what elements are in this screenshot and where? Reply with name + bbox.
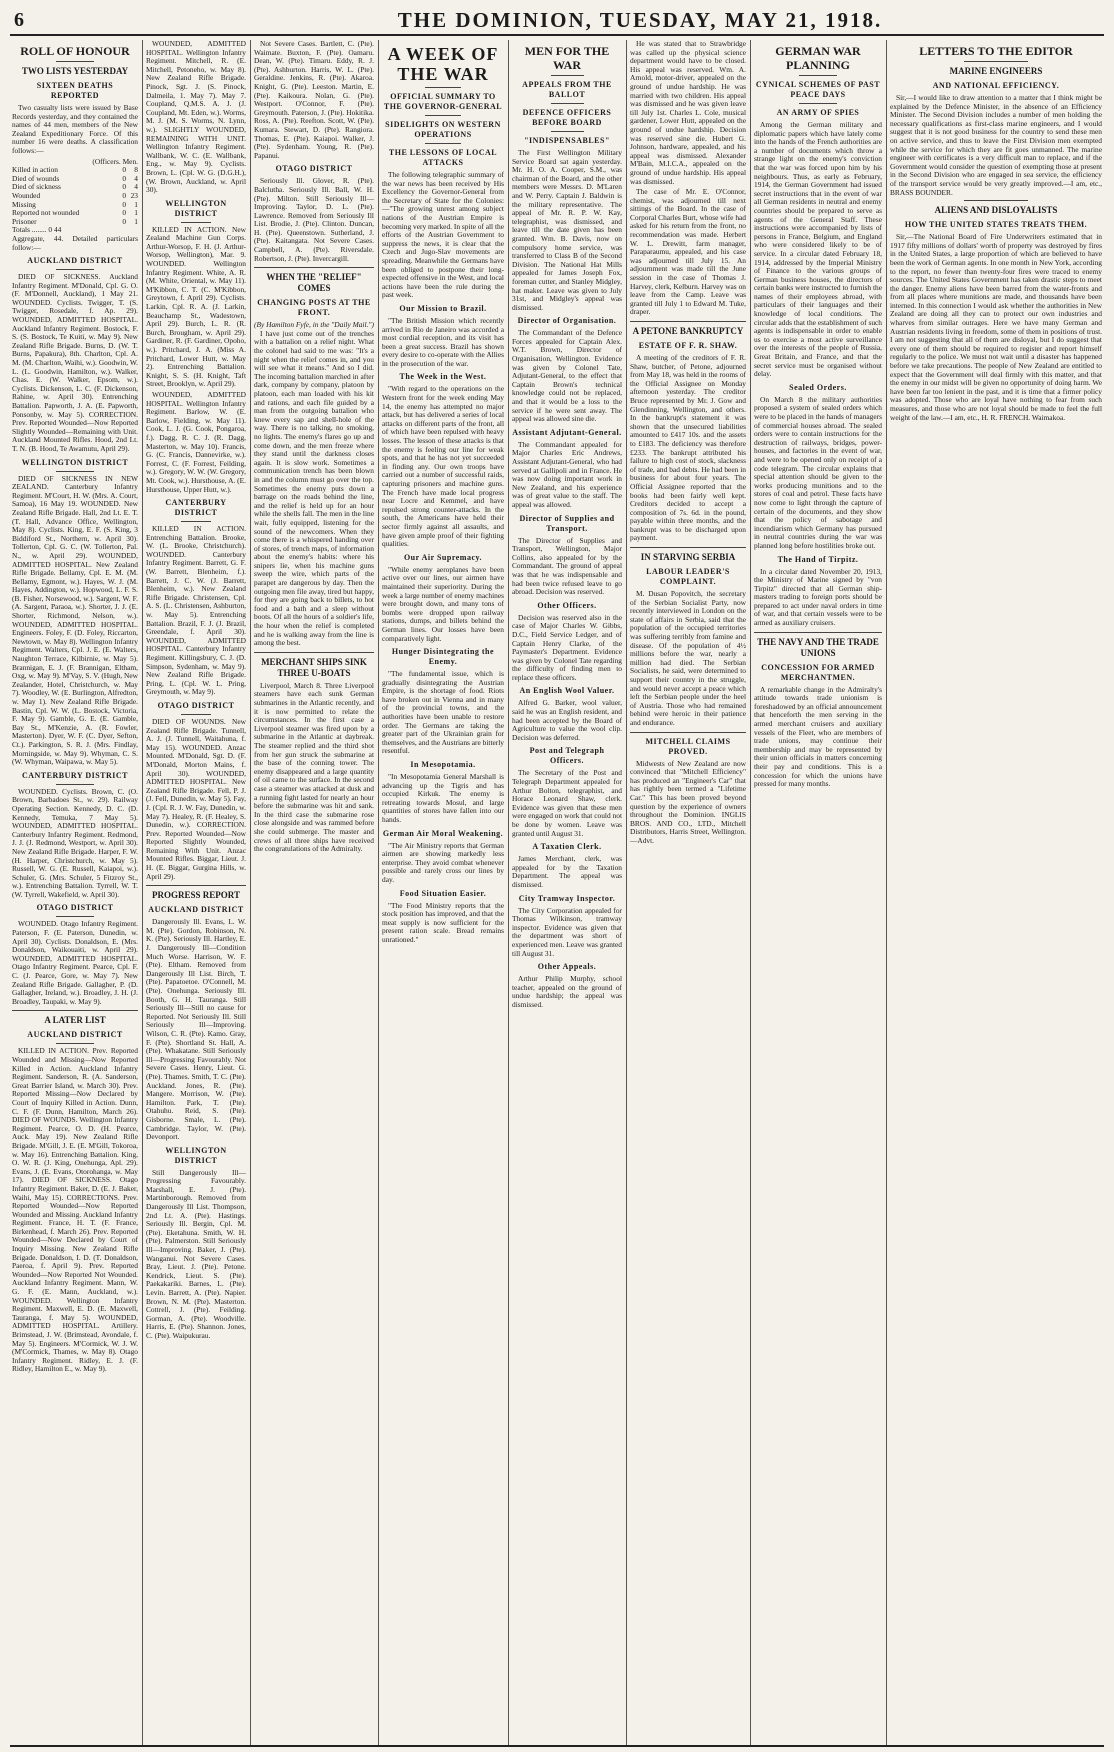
district-entries: KILLED IN ACTION. New Zealand Machine Gun Corps. Arthur-Worsop, F. H. (J. Arthur-Worsop, Wellington), Mar. 9. WOUNDED. Wellington Infantry Regiment. White, A. R. (M. White, Oriental, w. May 11). M'Kibbon, C. T. (C. M'Kibbon, Greytown, f. April 29). Cyclists. Larkin, Cpl. R. A. (J. Larkin, Beauchamp St., Wadestown, April 29). Burch, L. R. (R. Burch, Brougham, w. April 29). Gardiner, R. (F. Gardiner, Opoho, w.). Pritchard, J. A. (Miss A. Pritchard, Lower Hutt, w. May 2). Entrenching Battalion. Knight, S. S. (H. Knight, Taft Street, Brooklyn, w. April 29).: [146, 224, 246, 389]
column-separator: [626, 40, 627, 1745]
district-heading: OTAGO DISTRICT: [157, 700, 235, 710]
men-for-war-headline: MEN FOR THE WAR: [524, 44, 610, 72]
serbia-subhead: LABOUR LEADER'S COMPLAINT.: [646, 567, 730, 587]
article-paragraph: He was stated that to Strawbridge was called up the physical science department would have to be closed. His appeal was reserved. Wm. A. Arnold, motor-driver, appealed on the ground of undue hardship. He was married with two children. His appeal was dismissed and he was given leave till July 1st. Charles L. Cole, musical gardener, Lower Hutt, appealed on the ground of undue hardship. Decision was reserved sine die. Hubert G. Johnson, hardware, appealed, and his appeal was dismissed. Alexander M'Bain, M.I.C.A., appealed on the ground of undue hardship. His appeal was dismissed.: [630, 40, 746, 186]
divider: [56, 61, 94, 62]
petone-headline: A PETONE BANKRUPTCY: [632, 326, 744, 336]
district-entries: Dangerously Ill. Evans, L. W. M. (Pte). Gordon, Robinson, N. K. (Pte). Seriously Ill. Hartley, E. J. Dangerously Ill—Condition Much Worse. Harrison, W. F. (Pte). Eltham. Removed from Dangerously Ill List. Birch, T. (Pte). Papatoetoe. O'Connell, M. (Pte). Onehunga. Seriously Ill. Booth, G. H. Tauranga. Still Seriously Ill—Still no cause for Reported. Not Seriously Ill. Still Seriously Ill—Improving. Wilson, C. R. (Pte). Kamo. Gray, F. (Pte). Shortland St. Hall, A. (Pte). Whakatane. Still Seriously Ill—Progressing Favourably. Not Severe Cases. Henry, Lieut. G. (Pte). Thames. Smith, T. C. (Pte). Auckland. Jones, R. (Pte). Mangere. Morrison, W. (Pte). Hamilton. Park, T. (Pte). Otahuhu. Reid, S. (Pte). Gisborne. Smale, L. (Pte). Cambridge. Taylor, W. (Pte). Devonport.: [146, 917, 246, 1142]
article-paragraph: Among the German military and diplomatic papers which have lately come into the hands of the French authorities are a number of documents which throw a strange light on the enemy's conviction that the war was forced upon him by his neighbours. Thus, as early as February, 1914, the German Government had issued secret instructions that in the event of war all German residents in neutral and enemy countries should be prepared to serve as agents of the General Staff. These instructions were accompanied by lists of persons in France, Belgium, and England who were considered likely to be of service. In a circular dated February 18, 1914, addressed by the Imperial Ministry of Finance to the various groups of German business houses, the directors of certain banks were instructed to furnish the names of their employees abroad, with particulars of their languages and their knowledge of local conditions. The circular adds that the establishment of such agents is indispensable in order to enable us to exercise a most active surveillance over the interests of the people of Russia, Great Britain, and France, and that the secret service must be organised without delay.: [754, 120, 882, 379]
column-separator: [886, 40, 887, 1745]
district-entries: KILLED IN ACTION. Prev. Reported Wounded and Missing—Now Reported Killed in Action. Auckland Infantry Regiment. Sanderson, R. (A. Sanderson, Great Barrier Island, w. March 30). Prev. Reported Missing—Now Declared by Court of Inquiry Killed in Action. Dunn, C. F. (F. Dunn, Hamilton, March 26). DIED OF WOUNDS. Wellington Infantry Regiment. Pearce, O. D. (H. Pearce, Auck. May 19). New Zealand Rifle Brigade. M'Gill, J. E. (E. M'Gill, Tokoroa, w. May 16). Entrenching Battalion. King, O. W. R. (J. King, Onehunga, Apl. 29). Evans, J. (E. Evans, Otorohanga, w. May 17). DIED OF SICKNESS. Otago Infantry Regiment. Baker, D. (E. J. Baker, Waihi, May 15). CORRECTIONS. Prev. Reported Wounded—Now Reported Wounded and Missing. Auckland Infantry Regiment. France, H. T. (F. France, Birkenhead, f. March 26). Prev. Reported Wounded—Now Declared by Court of Inquiry Missing. New Zealand Rifle Brigade. Donaldson, I. D. (T. Donaldson, Paeroa, f. April 9). Prev. Reported Wounded—Now Reported Not Wounded. Auckland Infantry Regiment. Mann, W. G. F. (E. Mann, Auckland, w.). WOUNDED. Wellington Infantry Regiment. Maxwell, E. D. (E. Maxwell, Tauranga, f. May 5). WOUNDED, ADMITTED HOSPITAL. Artillery. Brimstead, J. W. (Brimstead, Avondale, f. May 5). Engineers. M'Cormick, W. J. W. (M'Cormick, Thames, w. May 8). Otago Infantry Regiment. Ridley, E. J. (F. Ridley, Hamilton E., w. May 9).: [12, 1046, 138, 1374]
bottom-rule: [10, 1745, 1104, 1747]
section-heading: A Taxation Clerk.: [532, 842, 602, 852]
section-heading: The Hand of Tirpitz.: [777, 554, 859, 564]
article-paragraph: The Director of Supplies and Transport, Wellington, Major Collins, also appealed for by the Commandant. The ground of appeal was that he was indispensable and had been twice refused leave to go abroad. Decision was reserved.: [512, 535, 622, 597]
section-heading: Director of Supplies and Transport.: [519, 513, 615, 533]
section-heading: An English Wool Valuer.: [519, 686, 615, 696]
section-heading: Food Situation Easier.: [399, 888, 487, 898]
section-heading: Other Officers.: [537, 600, 597, 610]
section-heading: In Mesopotamia.: [410, 760, 476, 770]
roll-of-honour-title: ROLL OF HONOUR: [20, 44, 130, 58]
column-week-of-war: [382, 40, 504, 1740]
column-separator: [142, 40, 143, 1745]
roll-intro: Two casualty lists were issued by Base Records yesterday, and they contained the names of 44 men, members of the New Zealand Expeditionary Force. Of this number 16 were deaths. A classification follows:—: [12, 103, 138, 155]
district-entries: DIED OF WOUNDS. New Zealand Rifle Brigade. Tunnell, A. J. (J. Tunnell, Waitahuna, f. May 15). WOUNDED. Anzac Mounted. M'Donald, Sgt. D. (F. M'Donald, Morton Mains, f. April 30). WOUNDED, ADMITTED HOSPITAL. New Zealand Rifle Brigade. Fell, P. J. (J. Fell, Dunedin, w. May 5). Fay, J. (Cpl. R. J. W. Fay, Dunedin, w. May 7). Healey, R. (F. Healey, S. Dunedin, w.). CORRECTION. Prev. Reported Wounded—Now Reported Slightly Wounded, Remaining With Unit. Anzac Mounted Rifles. Biggar, Lieut. J. H. (E. Biggar, Gurgina Hills, w. April 29).: [146, 716, 246, 881]
district-entries: DIED OF SICKNESS. Auckland Infantry Regiment. M'Donald, Cpl. G. O. (F. M'Donnell, Auckland), 1 May 21. WOUNDED. Cyclists. Twigger, T. (S. Twigger, Rosedale, f. Ap. 29). WOUNDED, ADMITTED HOSPITAL. Auckland Infantry Regiment. Bostock, F. S. (S. Bostock, Te Kuiti, w. May 9). New Zealand Rifle Brigade. Burns, D. (W. T. Burns, Papakura), 8th. Charlton, Cpl. A. M. (M. Charlton, Waihi, w.). Goodwin, W. L. (L. Goodwin, Hamilton, w.). Walker, Chas. E. (W. Walker, Epsom, w.). Cyclists. Dickenson, L. C. (F. Dickenson, Rahine, w. April 30). Entrenching Battalion. Papworth, J. A. (E. Papworth, Ponsonby, w. May 5). CORRECTION. Prev. Reported Wounded—Now Reported Slightly Wounded—Remaining with Unit. Auckland Mounted Rifles. Hood, 2nd Lt. T. N. (B. Hood, Te Awamutu, April 29).: [12, 272, 138, 453]
german-subhead: AN ARMY OF SPIES: [776, 108, 860, 117]
article-paragraph: Decision was reserved also in the case of Major Charles W. Gibbs, D.C., Field Service Ledger, and of Captain Henry Clarke, of the Paymaster's Department. Evidence was given by Colonel Tate regarding the difficulty of finding men to replace these officers.: [512, 612, 622, 682]
men-subhead: DEFENCE OFFICERS BEFORE BOARD: [522, 108, 612, 127]
article-paragraph: "The Food Ministry reports that the stock position has improved, and that the meat supply is now sufficient for the present ration scale. Bread remains unrationed.": [382, 900, 504, 944]
article-paragraph: "With regard to the operations on the Western front for the week ending May 14, the enemy has attempted no major attack, but has delivered a series of local attacks on different parts of the front, all of which have been repulsed with heavy losses. The lesson of these attacks is that the enemy is feeling our line for weak spots, and that he has not yet succeeded in finding any. Our own troops have carried out a number of successful raids, capturing prisoners and machine guns. The French have made local progress near Locre and Kemmel, and have repulsed strong counter-attacks. In the south, the Americans have held their sector firmly against all assaults, and have given ample proof of their fighting qualities.: [382, 384, 504, 549]
article-paragraph: The following telegraphic summary of the war news has been received by His Excellency the Governor-General from the Secretary of State for the Colonies:—"The growing unrest among subject nations of the Austrian Empire is becoming very marked. In spite of all the efforts of the Austrian Government to suppress the news, it is clear that the Czech and Jugo-Slav movements are spreading. Meanwhile the Germans have been obliged to postpone their long-expected offensive in the West, and local actions have been the rule during the past week.: [382, 170, 504, 300]
section-heading: The Week in the West.: [399, 372, 487, 382]
column-separator: [508, 40, 509, 1745]
column-men-for-war: [512, 40, 622, 1740]
week-of-war-headline: A WEEK OF THE WAR: [387, 44, 499, 84]
column-separator: [750, 40, 751, 1745]
article-paragraph: The Commandant appealed for Major Charles Eric Andrews, Assistant Adjutant-General, who had served at Gallipoli and in France. He was now doing important work in New Zealand, and his experience was of great value to the staff. The appeal was allowed.: [512, 439, 622, 509]
navy-unions-headline: THE NAVY AND THE TRADE UNIONS: [757, 636, 879, 658]
district-heading: AUCKLAND DISTRICT: [148, 905, 244, 915]
district-heading: OTAGO DISTRICT: [36, 903, 114, 913]
district-entries: WOUNDED. Cyclists. Brown, C. (O. Brown, Barbadoes St., w. 29). Railway Operating Section. Kennedy, D. C. (D. Kennedy, Temuka, 7 May 5). WOUNDED, ADMITTED HOSPITAL. Canterbury Infantry Regiment. Redmond, J. J. (J. Redmond, Westport, w. April 30). New Zealand Rifle Brigade. Harper, F. W. (H. Harper, Christchurch, w. May 5). Russell, W. G. (E. Russell, Kaiapoi, w.). Schuler, G. (Mrs. Schuler, 5 Fitzroy St., w.). Entrenching Battalion. Tyrrell, W. T. (W. Tyrrell, Wakefield, w. April 30).: [12, 786, 138, 899]
men-subhead: "INDISPENSABLES": [524, 136, 610, 145]
district-heading: WELLINGTON DISTRICT: [165, 198, 227, 218]
article-paragraph: "In Mesopotamia General Marshall is advancing up the Tigris and has occupied Kirkuk. The enemy is retreating towards Mosul, and large quantities of stores have fallen into our hands.: [382, 772, 504, 824]
district-heading: OTAGO DISTRICT: [275, 164, 353, 174]
week-subhead: SIDELIGHTS ON WESTERN OPERATIONS: [385, 120, 501, 139]
district-entries: KILLED IN ACTION. Entrenching Battalion. Brooke, W. (L. Brooke, Christchurch). WOUNDED. Canterbury Infantry Regiment. Barrett, G. F. (W. Barrett, Blenheim, f.). Barrett, J. C. W. (J. Barrett, Blenheim, w.). New Zealand Rifle Brigade. Christensen, Cpl. A. S. (L. Christensen, Ashburton, w. May 5). Entrenching Battalion. Brazil, F. J. (J. Brazil, Greendale, f. April 30). WOUNDED, ADMITTED HOSPITAL. Canterbury Infantry Regiment. Killingsbury, C. J. (D. Simpson, Sydenham, w. May 9). New Zealand Rifle Brigade. Pring, L. (Cpl. W. L. Pring, Greymouth, w. May 9).: [146, 524, 246, 697]
letter-body: Sir,—I would like to draw attention to a matter that I think might be explained by the Defence Minister, in the absence of an Efficiency Minister. The Second Division includes a number of men holding the necessary qualifications as first-class marine engineers, and I would suggest that it is not good business for the country to send these men on active service, and thus to leave the First Division men exempted while the service for which they are fit goes unmanned. The marine engineer with certificates is a very difficult man to replace, and if the Government would consider the question of exempting those at present in the Second Division who are engaged in sea service, the efficiency of the transport service would be very greatly improved.—I am, etc., BRASS BOUNDER.: [890, 93, 1102, 197]
district-heading: CANTERBURY DISTRICT: [21, 770, 129, 780]
column-appeals-continued: [630, 40, 746, 1740]
mitchell-advert-heading: MITCHELL CLAIMS PROVED.: [645, 736, 731, 756]
column-separator: [250, 40, 251, 1745]
column-roll-of-honour: [12, 40, 138, 1740]
progress-entries: Seriously Ill. Glover, R. (Pte). Balclutha. Seriously Ill. Ball, W. H. (Pte). Milton. Still Seriously Ill—Improving. Taylor, D. L. (Pte). Lawrence. Removed from Seriously Ill List. Brodie, J. (Pte). Clinton. Duncan, H. (Pte). Queenstown. Sutherland, J. (Pte). Kaitangata. Not Severe Cases. Campbell, A. (Pte). Riversdale. Robertson, J. (Pte). Invercargill.: [254, 176, 374, 263]
later-list-heading: A LATER LIST: [44, 1015, 106, 1026]
casualty-entries: WOUNDED, ADMITTED HOSPITAL. Wellington Infantry Regiment. Mitchell, R. (E. Mitchell, Petoneho, w. May 8). New Zealand Rifle Brigade. Pinock, Sgt. J. (S. Pinock, Dalmeila, 1. May 7). May 7. Coupland, Q.M.S. A. J. (J. Coupland, Mt. Eden, w.). Worms, M. J. (M. S. Worms, N. Lynn, w.). SLIGHTLY WOUNDED, REMAINING WITH UNIT. Wellington Infantry Regiment. Wallbank, W. C. (E. Wallbank, Eng., w. May 9). Cyclists. Brown, L. (Cpl. W. G. (D.G.H.), (W. Brown, Auckland, w. April 30).: [146, 40, 246, 195]
section-heading: Our Mission to Brazil.: [399, 303, 487, 313]
table-row: Reported not wounded 0 1: [12, 208, 138, 218]
casualty-table: [12, 166, 138, 226]
casualty-totals: Totals ........ 0 44: [12, 225, 62, 235]
aliens-headline: ALIENS AND DISLOYALISTS: [934, 205, 1058, 216]
letters-subhead: AND NATIONAL EFFICIENCY.: [932, 81, 1060, 90]
page-number: 6: [14, 9, 24, 31]
table-row: Prisoner 0 1: [12, 216, 138, 226]
navy-subhead: CONCESSION FOR ARMED MERCHANTMEN.: [761, 662, 875, 682]
district-entries: DIED OF SICKNESS IN NEW ZEALAND. Canterbury Infantry Regiment. M'Court, H. W. (Mrs. A. Court, Samoa), 16 May 19. WOUNDED. New Zealand Rifle Brigade. Hall, 2nd Lt. E. T. (T. Hall, Advance Office, Wellington, May 8). Cyclists. King, E. F. (S. King, 3 Biddiford St., Northern, w. April 30). Tollerton, Cpl. G. C. (W. Tollerton, Pal. N., w. April 29). WOUNDED, ADMITTED HOSPITAL. New Zealand Rifle Brigade. Bellamy, Cpl. E. M. (M. Bellamy, Egmont, w.). Hayes, W. J. (M. Hayes, Addington, w.). Hopwood, L. F. S. (B. Fisher, Norsewood, w.). Sargent, W. F. (A. Sargent, Paraoa, w.). Shorter, J. J. (E. Shorter, Richmond, Nelson, w.). WOUNDED, ADMITTED HOSPITAL. Engineers. Foley, F. (D. Foley, Riccarton, Newtown, w. May 8). Wellington Infantry Regiment. Walters, Cpl. J. E. (E. Walters, Naughton Terrace, Kilbirnie, w. May 5). Brannigan, E. J. (F. Brannigan, Eltham, Oxg, w. May 9). M'Vay, S. V. (Hugh, New Zealander, Hotel, Christchurch, w. May 7). Woodley, W. (E. Burlington, Alfredton, w. May 1). New Zealand Rifle Brigade. Bastin, Cpl. W. W. (L. Bostock, Victoria, F. May 9). Gamble, G. E. (E. Gamble, Bay St., M'Kenzie, A. (R. Fowler, Masterton). Dyer, W. F. (C. Dyer, Sefton, Ct.). Parkington, S. R. J. (Mrs. Findlay, Morningside, w. May 9). Whyman, C. S. (W. Whyman, Waipawa, w. May 5).: [12, 473, 138, 767]
article-paragraph: The Secretary of the Post and Telegraph Department appealed for Arthur Bolton, telegraphist, and Horace Leonard Shaw, clerk. Evidence was given that these men were engaged on work that could not be done by women. Leave was granted until August 31.: [512, 768, 622, 838]
column-relief-story: [254, 40, 374, 1740]
aggregate-line: Aggregate, 44. Detailed particulars follow:—: [12, 233, 138, 252]
german-subhead: CYNICAL SCHEMES OF PAST PEACE DAYS: [755, 80, 881, 99]
article-paragraph: Arthur Philip Murphy, school teacher, appealed on the ground of undue hardship; the appeal was dismissed.: [512, 974, 622, 1009]
letters-headline: LETTERS TO THE EDITOR: [919, 44, 1073, 58]
week-subhead: OFFICIAL SUMMARY TO THE GOVERNOR-GENERAL: [383, 92, 503, 111]
district-heading: AUCKLAND DISTRICT: [27, 256, 123, 266]
letters-subhead: MARINE ENGINEERS: [949, 66, 1043, 76]
masthead-rule: [10, 34, 1104, 36]
merchant-headline: MERCHANT SHIPS SINK THREE U-BOATS: [261, 656, 367, 678]
article-paragraph: "The British Mission which recently arrived in Rio de Janeiro was accorded a most cordial reception, and its visit has been a great success. Brazil has shown every desire to co-operate with the Allies in the prosecution of the war.: [382, 315, 504, 368]
section-heading: City Tramway Inspector.: [518, 893, 616, 903]
table-row: Missing 0 1: [12, 199, 138, 209]
week-subhead: THE LESSONS OF LOCAL ATTACKS: [388, 148, 498, 167]
relief-byline: (By Hamilton Fyfe, in the "Daily Mail."): [254, 320, 374, 330]
merchant-body: Liverpool, March 8. Three Liverpool steamers have each sunk German submarines in the Atlantic recently, and it is now permitted to relate the circumstances. In the first case a Liverpool steamer was fired upon by a submarine in the Atlantic at daybreak. The steamer replied and the third shot from her gun struck the submarine at the base of the conning tower. The enemy disappeared and a large quantity of oil came to the surface. In the second case a steamer was attacked at dusk and a running fight lasted for nearly an hour before the submarine was hit and sank. In the third case the submarine rose close alongside and was rammed before she could submerge. The master and crews of all three ships have received the congratulations of the Admiralty.: [254, 680, 374, 854]
article-paragraph: In a circular dated November 20, 1913, the Ministry of Marine signed by "von Tirpitz" directed that all German ship-masters trading to foreign ports should be prepared to act under naval orders in time of war, and that certain vessels were to be armed as auxiliary cruisers.: [754, 566, 882, 628]
mitchell-advert-body: Midwests of New Zealand are now convinced that "Mitchell Efficiency" has produced an "Engineer's Car" that has rightly been termed a "Lifetime Car." This has been proved beyond question by the experience of owners throughout the Dominion. INGLIS BROS. AND CO., LTD., Mitchell Distributors, Harris Street, Wellington.—Advt.: [630, 758, 746, 845]
article-paragraph: The First Wellington Military Service Board sat again yesterday. Mr. H. O. A. Cooper, S.M., was chairman of the Board, and the other members were Messrs. D. M'Laren and W. Perry. Captain J. Baldwin is the military representative. The appeal of Mr. R. P. W. Kay, telegraphist, was dismissed, and leave till the date given has been granted. Wm. B. Davis, now on compulsory home service, was transferred to Class B of the Second Division. The National Hat Mills appealed for James Joseph Fox, foreman cutter, and Stanley Midgley, hat maker. Leave was given to July 31st, and Midgley's appeal was dismissed.: [512, 148, 622, 312]
men-subhead: APPEALS FROM THE BALLOT: [522, 80, 612, 99]
letter-body: Sir,—The National Board of Fire Underwriters estimated that in 1917 fifty millions of dollars' worth of property was destroyed by fires in the United States, a large proportion of which are believed to have been the work of German agents. In one month in New York, according to the report, no fewer than twenty-four fires were traced to enemy sources. The United States Government has taken drastic steps to meet the danger. Enemy aliens have been barred from the water-fronts and from all places where munitions are made, and thousands have been interned. In this connection I would ask whether the authorities in New Zealand are doing all they can to protect our own industries and wharves from similar outrages. Here we have many German and Austrian residents living in freedom, some of them in positions of trust. I am not suggesting that all of them are disloyal, but I do suggest that every one of them should be required to register and report himself regularly to the police. We must not wait until a disaster has happened before we take precautions. The people of New Zealand are entitled to expect that the Government will deal firmly with this matter, and that the enemy in our midst will be given no opportunity of doing harm. We have been far too lenient in the past, and it is time that a firmer policy was adopted. Those who are loyal have nothing to fear from such measures, and those who are not loyal should be made to feel the full weight of the law.—I am, etc., H. R. FRENCH. Waimakoa.: [890, 232, 1102, 422]
district-entries: WOUNDED. Otago Infantry Regiment. Paterson, F. (E. Paterson, Dunedin, w. April 30). Cyclists. Donaldson, E. (Mrs. Donaldson, Waikouaiti, w. April 29). WOUNDED, ADMITTED HOSPITAL. Otago Infantry Regiment. Pearce, Cpl. F. C. (J. Pearce, Gore, w. May 7). New Zealand Rifle Brigade. Gallagher, P. (D. Gallagher, Ireland, w.). Broadley, J. H. (J. Broadley, Taupaki, w. May 9).: [12, 919, 138, 1006]
section-heading: Our Air Supremacy.: [403, 552, 483, 562]
german-war-headline: GERMAN WAR PLANNING: [775, 44, 861, 72]
column-separator: [378, 40, 379, 1745]
aliens-subhead: HOW THE UNITED STATES TREATS THEM.: [904, 220, 1088, 230]
serbia-body: M. Dusan Popovitch, the secretary of the Serbian Socialist Party, now recently interviewed in London on the state of affairs in Serbia, said that the population of the occupied territories was suffering terribly from famine and disease. Of the population of 4½ millions before the war, nearly a million had died. The Serbian Socialists, he said, were determined to support their country in the struggle, and would never accept a peace which left the Serbian people under the heel of Austria. Those who had remained behind were heroic in their patience and endurance.: [630, 589, 746, 727]
district-heading: WELLINGTON DISTRICT: [165, 1145, 227, 1165]
casualty-table-head: (Officers. Men.: [92, 156, 138, 166]
section-heading: Director of Organisation.: [517, 316, 617, 326]
article-paragraph: The City Corporation appealed for Thomas Wilkinson, tramway inspector. Evidence was given that the department was short of experienced men. Leave was granted till August 31.: [512, 905, 622, 958]
relief-subhead: CHANGING POSTS AT THE FRONT.: [257, 298, 371, 318]
section-heading: Other Appeals.: [537, 962, 597, 972]
progress-entries: Not Severe Cases. Bartlett, C. (Pte). Waimate. Buxton, F. (Pte). Oamaru. Dean, W. (Pte). Timaru. Eddy, R. J. (Pte). Ashburton. Harris, W. L. (Pte). Geraldine. Jenkins, R. (Pte). Akaroa. Knight, G. (Pte). Leeston. Martin, E. (Pte). Kaikoura. Nolan, G. (Pte). Westport. O'Connor, F. (Pte). Greymouth. Paterson, J. (Pte). Hokitika. Ross, A. (Pte). Reefton. Scott, W. (Pte). Kumara. Stewart, D. (Pte). Rangiora. Thomas, E. (Pte). Kaiapoi. Walker, J. (Pte). Sydenham. Young, R. (Pte). Papanui.: [254, 40, 374, 160]
petone-subhead: ESTATE OF F. R. SHAW.: [638, 341, 738, 350]
two-lists-subhead: TWO LISTS YESTERDAY: [21, 66, 129, 76]
article-paragraph: "The Air Ministry reports that German airmen are showing markedly less enterprise. They avoid combat whenever possible and rarely cross our lines by day.: [382, 840, 504, 884]
table-row: Died of sickness 0 4: [12, 182, 138, 192]
article-paragraph: Alfred G. Barker, wool valuer, said he was an English resident, and had been accepted by the Board of Agriculture to value the wool clip. Decision was deferred.: [512, 698, 622, 742]
relief-headline: WHEN THE "RELIEF" COMES: [266, 272, 362, 294]
article-paragraph: The Commandant of the Defence Forces appealed for Captain Alex. W.T. Brown, Director of Organisation, Wellington. Evidence was given by Colonel Tate, Adjutant-General, to the effect that Captain Brown's technical knowledge could not be replaced, and that it would be a loss to the service if he were sent away. The appeal was allowed sine die.: [512, 328, 622, 424]
district-heading: AUCKLAND DISTRICT: [27, 1030, 123, 1040]
column-letters: [890, 40, 1102, 1740]
district-entries: WOUNDED, ADMITTED HOSPITAL. Wellington Infantry Regiment. Barlow, W. (E. Barlow, Fielding, w. May 11). Cook, L. J. (G. Cook, Pongaroa, f.). Dagg, R. C. J. (R. Dagg, Masterton, w. May 10). Francis, G. (C. Francis, Dannevirke, w.). Forrest, C. (F. Forrest, Feilding, w.). Gregory, W. W. (W. Gregory, Mt. Cook, w.). Hursthouse, A. (E. Hursthouse, Upper Hutt, w.).: [146, 389, 246, 494]
masthead: THE DOMINION, TUESDAY, MAY 21, 1918.: [397, 8, 883, 32]
serbia-headline: IN STARVING SERBIA: [640, 552, 736, 563]
district-heading: WELLINGTON DISTRICT: [21, 457, 129, 467]
section-heading: German Air Moral Weakening.: [382, 828, 504, 838]
table-row: Died of wounds 0 4: [12, 173, 138, 183]
district-entries: Still Dangerously Ill—Progressing Favourably. Marshall, E. J. (Pte). Martinborough. Removed from Dangerously Ill List. Thompson, 2nd Lt. A. (Pte). Hastings. Seriously Ill. Bergin, Cpl. M. (Pte). Eketahuna. Smith, W. H. (Pte). Palmerston. Still Seriously Ill—Improving. Baker, J. (Pte). Wanganui. Not Severe Cases. Bray, Lieut. J. (Pte). Petone. Kendrick, Lieut. S. (Pte). Paekakariki. Barnes, L. (Pte). Levin. Barrett, A. (Pte). Napier. Brown, N. M. (Pte). Masterton. Cottrell, J. (Pte). Feilding. Gorman, A. (Pte). Woodville. Harris, E. (Pte). Shannon. Jones, C. (Pte). Waipukurau.: [146, 1167, 246, 1340]
district-heading: CANTERBURY DISTRICT: [165, 498, 227, 518]
table-row: Wounded 0 23: [12, 190, 138, 200]
section-heading: Sealed Orders.: [789, 382, 847, 392]
section-heading: Assistant Adjutant-General.: [512, 427, 622, 437]
article-paragraph: James Merchant, clerk, was appealed for by the Taxation Department. The appeal was dismissed.: [512, 854, 622, 889]
article-paragraph: "While enemy aeroplanes have been active over our lines, our airmen have maintained their superiority. During the week a large number of enemy machines were brought down, and many tons of bombs were dropped upon railway stations, dumps, and billets behind the German lines. Our losses have been comparatively light.: [382, 564, 504, 643]
article-paragraph: On March 8 the military authorities proposed a system of sealed orders which were to be placed in the hands of managers of commercial houses abroad. The sealed orders were to contain instructions for the destruction of railways, bridges, power-houses, and factories in the event of war, and were to be opened only on receipt of a code telegram. The circular explains that special attention should be given to the works producing munitions and to the stores of coal and petrol. These facts have now come to light through the capture of certain of the documents, and they show that the policy of sabotage and incendiarism which Germany has pursued in neutral countries during the war was planned long before hostilities broke out.: [754, 394, 882, 550]
section-heading: Post and Telegraph Officers.: [529, 746, 605, 766]
navy-body: A remarkable change in the Admiralty's attitude towards trade unionism is foreshadowed by an official announcement that henceforth the men serving in the armed merchant cruisers and auxiliary vessels of the Fleet, who are members of trade unions, may continue their membership and may be represented by their union officials in matters concerning their pay and conditions. This is a concession for which the unions have pressed for many months.: [754, 684, 882, 789]
column-german-war-planning: [754, 40, 882, 1740]
petone-body: A meeting of the creditors of F. R. Shaw, butcher, of Petone, adjourned from May 18, was held in the rooms of the Official Assignee on Monday afternoon yesterday. The creditor Bruce represented by Mr. J. Gow and Glendinning, Wellington, and others. In the bankrupt's statement it was shown that the unsecured liabilities amounted to £417 10s. and the assets to £183. The deficiency was therefore £233. The bankrupt attributed his failure to high cost of stock, slackness of trade, and bad debts. He had been in business for about four years. The Official Assignee reported that the books had been fairly well kept. Creditors decided to accept a composition of 7s. 6d. in the pound, payable within three months, and the bankrupt was to be discharged upon payment.: [630, 353, 746, 543]
sixteen-deaths-subhead: SIXTEEN DEATHS REPORTED: [36, 81, 114, 100]
article-paragraph: The case of Mr. E. O'Connor, chemist, was adjourned till next sittings of the Board. In the case of Corporal Charles Burt, whose wife had asked for his return from the front, no recommendation was made. Herbert W. L. Drewitt, farm manager, Paraparaumu, appealed, and his case was adjourned till July 15. An adjournment was made till the June session in the case of Thomas J. Harvey, clerk, Kelburn. Harvey was on leave from the Camp. Leave was granted till July 1 to Edward M. Tuke, draper.: [630, 187, 746, 317]
column-casualties-2: [146, 40, 246, 1740]
progress-report-heading: PROGRESS REPORT: [152, 890, 240, 901]
article-paragraph: "The fundamental issue, which is gradually disintegrating the Austrian Empire, is the shortage of food. Riots have broken out in Vienna and in many of the provincial towns, and the authorities have been unable to restore order. The Germans are taking the greater part of the Ukrainian grain for themselves, and the Austrians are bitterly resentful.: [382, 669, 504, 756]
section-heading: Hunger Disintegrating the Enemy.: [391, 647, 495, 667]
table-row: Killed in action 0 8: [12, 165, 138, 175]
relief-body: I have just come out of the trenches with a battalion on a relief night. What the colonel had said to me was: "It's a night when the relief comes in, and you will see what it means." And so I did. The incoming battalion marched in after dark, company by company, platoon by platoon, each man loaded with his kit and rations, and each file guided by a man from the outgoing battalion who knew every sap and shell-hole of the way. There is no talking, no smoking, no lights. The enemy's flares go up and come down, and the men freeze where they stand until the darkness closes again. It is slow work. Sometimes a communication trench has been blown in and the column must go over the top. Sometimes the enemy puts down a barrage on the roads behind the line, and the relief is held up for an hour while the shells fall. The men in the line wait, fully equipped, listening for the sound of the newcomers. When they come there is a whispered handing over of stores, of trench maps, of information about the enemy's habits: where his snipers lie, when his machine guns sweep the wire, which parts of the parapet are dangerous by day. Then the outgoing men file away, tired but happy, for they are going back to billets, to hot food and a bath and a sleep without boots. Of all the hours of a soldier's life, the hour when the relief is completed and he is walking away from the line is among the best.: [254, 328, 374, 648]
